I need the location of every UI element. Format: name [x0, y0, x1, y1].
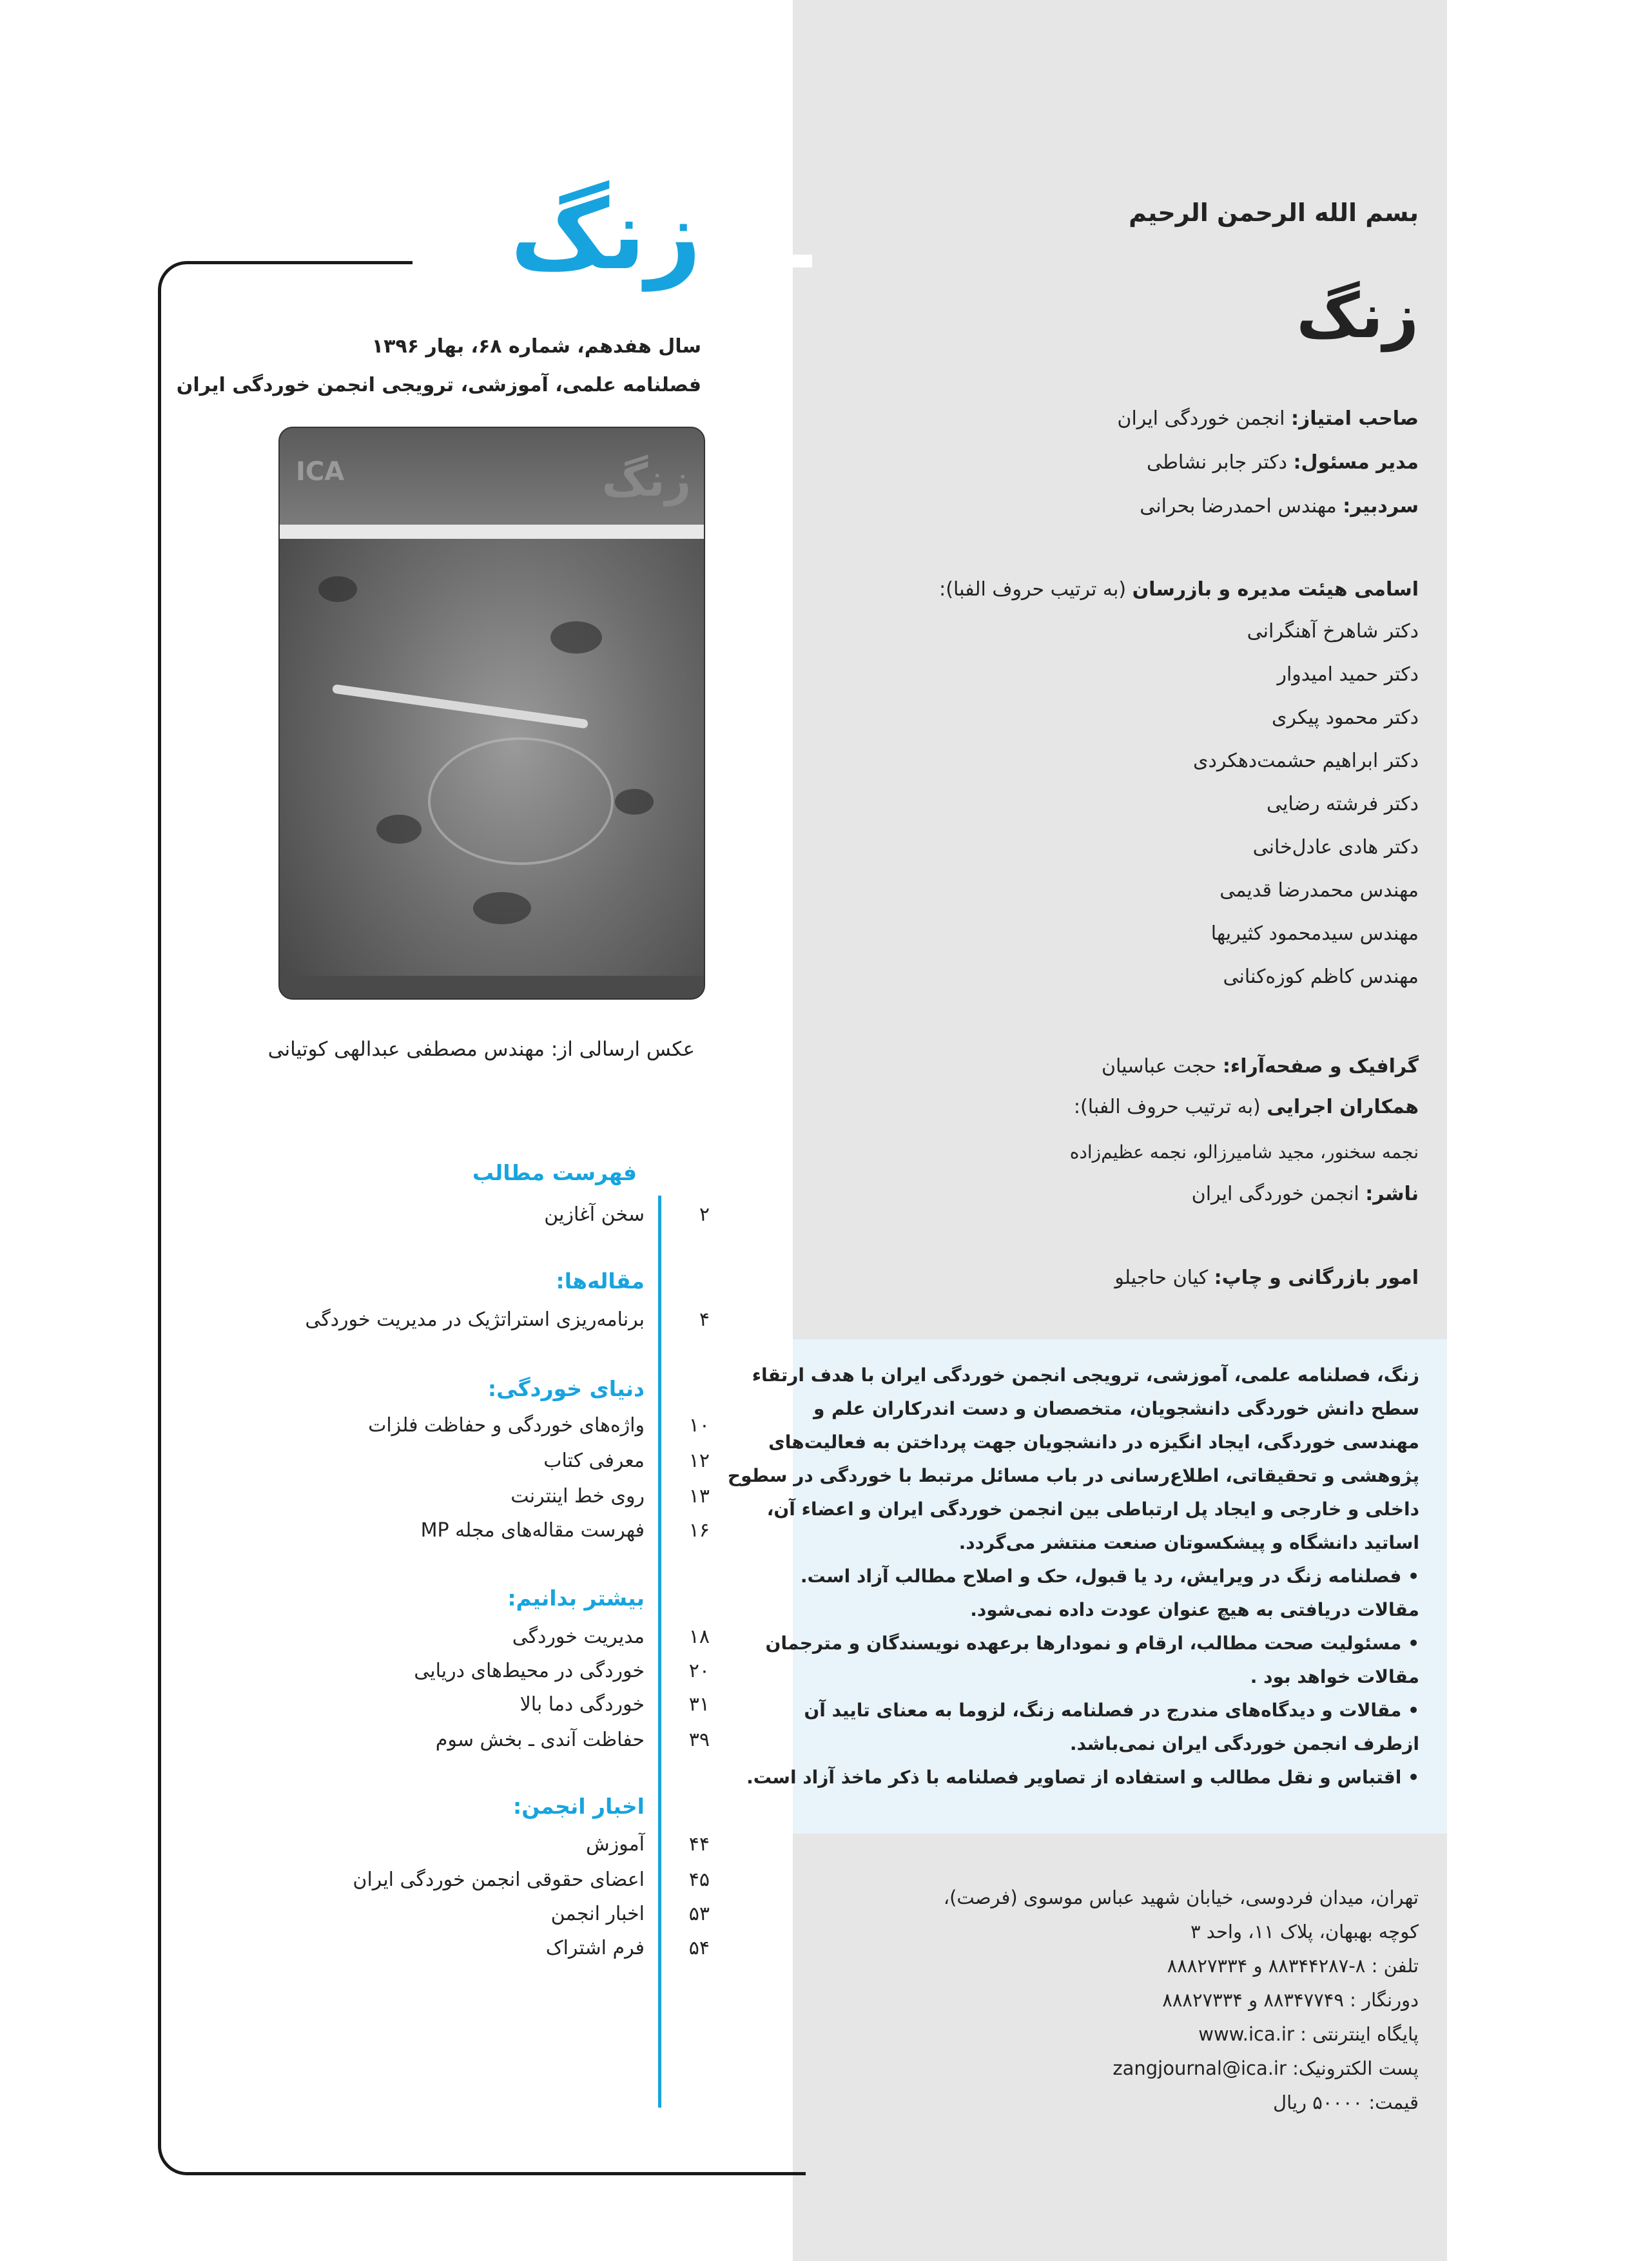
about-line: • مقالات و دیدگاه‌های مندرج در فصلنامه زنگ، لزوما به معنای تایید آن [804, 1700, 1419, 1721]
board-member: دکتر ابراهیم حشمت‌دهکردی [1193, 750, 1419, 772]
pen-icon [332, 684, 588, 729]
commerce-label: امور بازرگانی و چاپ: [1214, 1266, 1419, 1289]
toc-entry-page: ۳۹ [688, 1729, 710, 1751]
board-heading [939, 577, 1419, 603]
board-member: دکتر محمود پیکری [1272, 706, 1419, 729]
toc-entry-title[interactable]: خوردگی در محیط‌های دریایی [414, 1660, 645, 1682]
toc-section-heading: بیشتر بدانیم: [507, 1586, 645, 1611]
board-member: مهندس سیدمحمود کثیریها [1210, 922, 1419, 945]
toc-entry-page: ۱۲ [688, 1450, 710, 1472]
board-member: دکتر حمید امیدوار [1277, 663, 1419, 686]
contact-website[interactable]: پایگاه اینترنتی : www.ica.ir [1198, 2023, 1419, 2045]
board-member: دکتر فرشته رضایی [1267, 793, 1419, 815]
toc-entry-title[interactable]: آموزش [585, 1833, 645, 1856]
toc-entry-page: ۳۱ [688, 1693, 710, 1716]
cover-image [278, 427, 705, 1000]
cover-strip [280, 525, 704, 539]
toc-section-heading: اخبار انجمن: [513, 1794, 645, 1819]
toc-section-heading: دنیای خوردگی: [487, 1376, 645, 1401]
toc-entry-page: ۱۰ [688, 1414, 710, 1437]
basmala: بسم الله الرحمن الرحیم [1129, 199, 1419, 227]
about-line: مقالات دریافتی به هیچ عنوان عودت داده نمی‌شود. [970, 1599, 1419, 1620]
toc-entry-title[interactable]: واژه‌های خوردگی و حفاظت فلزات [368, 1414, 645, 1437]
toc-entry-page: ۱۶ [688, 1519, 710, 1542]
editor-line [1140, 494, 1419, 519]
staff-heading [1074, 1094, 1419, 1120]
toc-title: فهرست مطالب [472, 1160, 637, 1185]
toc-entry-page: ۲۰ [688, 1660, 710, 1682]
editor-value: مهندس احمدرضا بحرانی [1140, 495, 1343, 518]
about-line: مقالات خواهد بود . [1250, 1666, 1419, 1687]
toc-entry-title[interactable]: فهرست مقاله‌های مجله MP [420, 1519, 645, 1542]
graphic-value: حجت عباسیان [1101, 1055, 1223, 1078]
about-line: ازطرف انجمن خوردگی ایران نمی‌باشد. [1069, 1733, 1419, 1754]
cover-blob [428, 737, 614, 865]
owner-line [1117, 406, 1419, 432]
board-member: مهندس کاظم کوزه‌کنانی [1223, 966, 1419, 988]
manager-value: دکتر جابر نشاطی [1146, 451, 1294, 474]
toc-entry-page: ۱۸ [688, 1625, 710, 1648]
toc-entry-title[interactable]: اعضای حقوقی انجمن خوردگی ایران [353, 1868, 645, 1891]
about-line: • اقتباس و نقل مطالب و استفاده از تصاویر فصلنامه با ذکر ماخذ آزاد است. [746, 1767, 1419, 1788]
toc-entry-title[interactable]: اخبار انجمن [550, 1903, 645, 1925]
toc-entry-page: ۵۳ [688, 1903, 710, 1925]
board-member: دکتر هادی عادل‌خانی [1252, 836, 1419, 859]
graphic-line [1102, 1054, 1419, 1080]
toc-entry-title[interactable]: معرفی کتاب [543, 1450, 645, 1472]
commerce-value: کیان حاجیلو [1114, 1266, 1214, 1289]
toc-entry-page: ۲ [699, 1203, 710, 1226]
photo-credit: عکس ارسالی از: مهندس مصطفی عبدالهی کوتیانی [267, 1038, 695, 1061]
manager-label: مدیر مسئول: [1293, 451, 1419, 474]
about-line: سطح دانش خوردگی دانشجویان، متخصصان و دست اندرکاران علم و [813, 1398, 1419, 1419]
toc-entry-title[interactable]: روی خط اینترنت [510, 1485, 645, 1508]
board-member: دکتر شاهرخ آهنگرانی [1247, 620, 1419, 643]
editor-label: سردبیر: [1343, 495, 1419, 518]
toc-entry-page: ۵۴ [688, 1937, 710, 1959]
owner-label: صاحب امتیاز: [1291, 407, 1419, 430]
graphic-label: گرافیک و صفحه‌آراء: [1222, 1055, 1419, 1078]
cover-logo-icon: ICA [296, 457, 345, 487]
staff-names: نجمه سخنور، مجید شامیرزالو، نجمه عظیم‌زاده [1069, 1141, 1419, 1163]
contact-phone: تلفن : ۸-۸۸۳۴۴۲۸۷ و ۸۸۸۲۷۳۳۴ [1167, 1955, 1419, 1977]
owner-value: انجمن خوردگی ایران [1117, 407, 1292, 430]
contact-email[interactable]: پست الکترونیک: zangjournal@ica.ir [1113, 2057, 1419, 2079]
cover-spot [318, 576, 357, 602]
staff-note: (به ترتیب حروف الفبا): [1073, 1096, 1267, 1118]
toc-entry-page: ۴۵ [688, 1868, 710, 1891]
contact-block [944, 1881, 1419, 2120]
publisher-line [1192, 1181, 1419, 1207]
cover-spot [550, 621, 602, 654]
board-list [967, 619, 1419, 1007]
toc-divider [658, 1196, 661, 2108]
toc-entry-title[interactable]: مدیریت خوردگی [512, 1625, 645, 1648]
cover-spot [615, 789, 654, 815]
staff-label: همکاران اجرایی [1267, 1096, 1419, 1118]
publisher-value: انجمن خوردگی ایران [1191, 1183, 1366, 1205]
publisher-label: ناشر: [1365, 1183, 1419, 1205]
contact-address: تهران، میدان فردوسی، خیابان شهید عباس موسوی (فرصت)، [943, 1887, 1419, 1908]
cover-title: زنگ [601, 454, 691, 507]
journal-logo: زنگ [510, 179, 701, 291]
contact-price: قیمت: ۵۰۰۰۰ ریال [1273, 2091, 1419, 2113]
toc-entry-page: ۴۴ [688, 1833, 710, 1856]
toc-entry-page: ۴ [699, 1308, 710, 1331]
cover-spot [473, 892, 531, 924]
about-line: زنگ، فصلنامه علمی، آموزشی، ترویجی انجمن خوردگی ایران با هدف ارتقاء [752, 1364, 1419, 1386]
about-line: داخلی و خارجی و ایجاد پل ارتباطی بین انجمن خوردگی ایران و اعضاء آن، [766, 1499, 1419, 1520]
board-label: اسامی هیئت مدیره و بازرسان [1132, 578, 1419, 601]
journal-subtitle: فصلنامه علمی، آموزشی، ترویجی انجمن خوردگی ایران [176, 374, 701, 396]
board-note: (به ترتیب حروف الفبا): [939, 578, 1132, 601]
commerce-line [1114, 1265, 1419, 1291]
about-line: مهندسی خوردگی، ایجاد انگیزه در دانشجویان جهت پرداختن به فعالیت‌های [768, 1431, 1419, 1453]
cover-footer [280, 976, 704, 998]
toc-entry-title[interactable]: فرم اشتراک [545, 1937, 645, 1959]
about-line: پژوهشی و تحقیقاتی، اطلاع‌رسانی در باب مسائل مرتبط با خوردگی در سطوح [727, 1465, 1419, 1486]
toc-entry-title[interactable]: خوردگی دما بالا [520, 1693, 645, 1716]
toc-entry-title[interactable]: حفاظت آندی ـ بخش سوم [435, 1729, 645, 1751]
about-text [727, 1359, 1419, 1794]
manager-line [1147, 450, 1419, 476]
about-line: • مسئولیت صحت مطالب، ارقام و نمودارها برعهده نویسندگان و مترجمان [765, 1633, 1419, 1654]
board-member: مهندس محمدرضا قدیمی [1220, 879, 1419, 902]
toc-section-heading: مقاله‌ها: [556, 1268, 645, 1294]
about-line: اساتید دانشگاه و پیشکسوتان صنعت منتشر می‌گردد. [958, 1532, 1419, 1553]
cover-spot [376, 815, 422, 844]
contact-fax: دورنگار : ۸۸۳۴۷۷۴۹ و ۸۸۸۲۷۳۳۴ [1162, 1989, 1419, 2011]
toc-entry-title[interactable]: برنامه‌ریزی استراتژیک در مدیریت خوردگی [305, 1308, 645, 1331]
contact-address-2: کوچه بهبهان، پلاک ۱۱، واحد ۳ [1190, 1921, 1419, 1943]
toc-entry-title[interactable]: سخن آغازین [544, 1203, 645, 1226]
issue-info: سال هفدهم، شماره ۶۸، بهار ۱۳۹۶ [371, 335, 701, 358]
about-line: • فصلنامه زنگ در ویرایش، رد یا قبول، حک و اصلاح مطالب آزاد است. [800, 1566, 1419, 1587]
masthead-title: زنگ [1296, 280, 1419, 352]
toc-entry-page: ۱۳ [688, 1485, 710, 1508]
